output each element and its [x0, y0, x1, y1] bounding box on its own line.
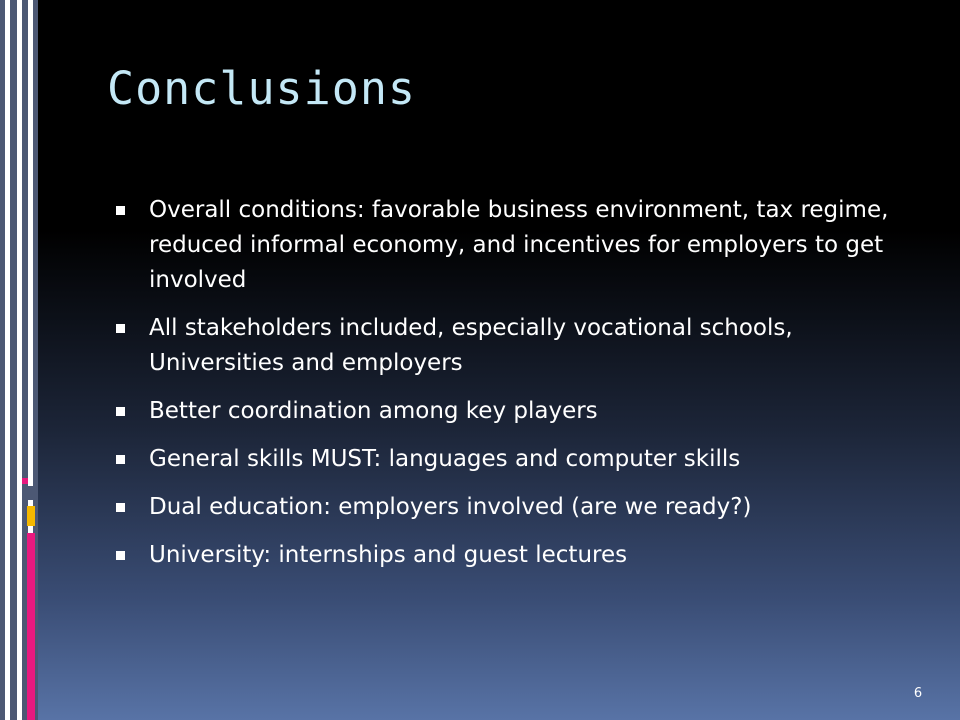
- page-number: 6: [913, 686, 923, 701]
- square-bullet-icon: [116, 324, 125, 333]
- bullet-item: [115, 394, 895, 429]
- bullet-list: [115, 193, 895, 586]
- square-bullet-icon: [116, 206, 125, 215]
- bullet-item: [115, 193, 895, 298]
- bullet-text: All stakeholders included, especially vocational schools, Universities and employers: [149, 315, 793, 376]
- strip-bar-pink-long: [27, 533, 35, 720]
- bullet-item: [115, 442, 895, 477]
- square-bullet-icon: [116, 551, 125, 560]
- strip-bar-orange: [27, 506, 35, 526]
- bullet-text: Better coordination among key players: [149, 398, 598, 424]
- square-bullet-icon: [116, 407, 125, 416]
- square-bullet-icon: [116, 503, 125, 512]
- bullet-text: Dual education: employers involved (are we ready?): [149, 494, 752, 520]
- strip-bar-pink-small: [22, 478, 28, 484]
- left-decoration-strip: [0, 0, 38, 720]
- strip-bar-gray-mid: [10, 0, 17, 720]
- square-bullet-icon: [116, 455, 125, 464]
- strip-bar-gray-top: [0, 0, 5, 720]
- strip-bar-gray-block: [27, 486, 35, 500]
- bullet-text: General skills MUST: languages and computer skills: [149, 446, 741, 472]
- bullet-item: [115, 311, 895, 381]
- bullet-text: Overall conditions: favorable business environment, tax regime, reduced informal economy, and incentives for employers to get involved: [149, 197, 889, 293]
- bullet-item: [115, 490, 895, 525]
- bullet-text: University: internships and guest lectures: [149, 542, 628, 568]
- bullet-item: [115, 538, 895, 573]
- slide-title: Conclusions: [107, 62, 417, 115]
